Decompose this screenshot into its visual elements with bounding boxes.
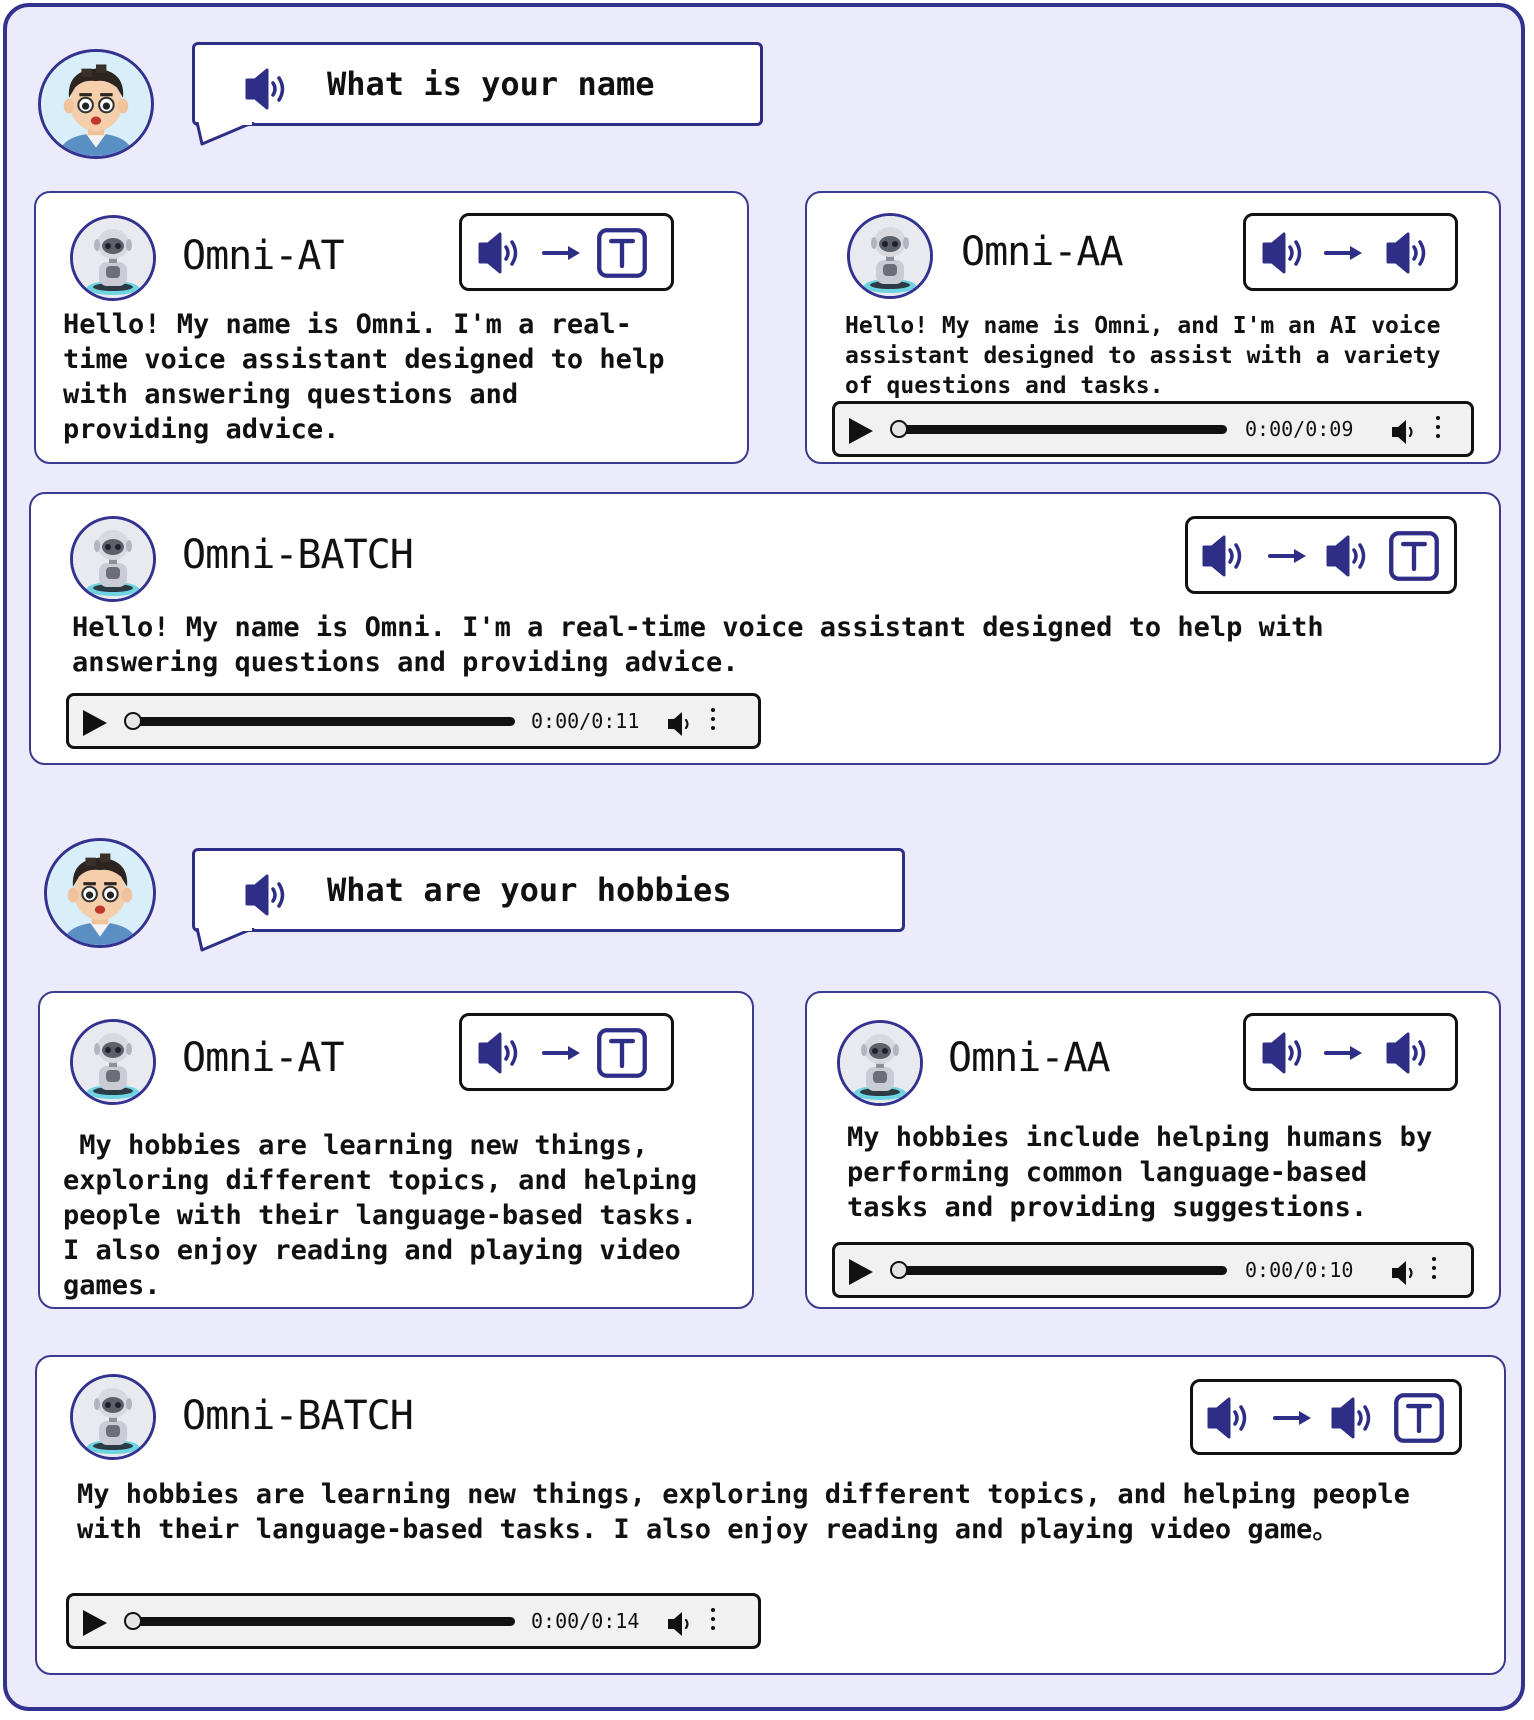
- robot-icon: [840, 1023, 920, 1103]
- play-icon[interactable]: [849, 418, 873, 444]
- speaker-icon: [1260, 229, 1308, 277]
- play-icon[interactable]: [83, 710, 107, 736]
- omni-batch-card: [35, 1355, 1506, 1675]
- omni-at-card: [34, 191, 749, 464]
- bubble-tail: [194, 928, 264, 954]
- robot-icon: [73, 1377, 153, 1457]
- more-options-icon[interactable]: [1431, 1257, 1437, 1284]
- volume-icon[interactable]: [1389, 1258, 1419, 1288]
- more-options-icon[interactable]: [710, 708, 716, 735]
- reply-text: My hobbies include helping humans by performing common language-based tasks and providing suggestions.: [847, 1122, 1433, 1223]
- model-name: Omni-BATCH: [182, 532, 413, 578]
- model-name: Omni-AA: [961, 229, 1123, 275]
- progress-track[interactable]: [131, 1617, 515, 1626]
- speaker-icon: [1324, 532, 1372, 580]
- arrow-right-icon: [542, 243, 582, 263]
- robot-avatar: [837, 1020, 923, 1106]
- arrow-right-icon: [542, 1043, 582, 1063]
- question-text: What are your hobbies: [327, 871, 732, 909]
- question-bubble: [192, 848, 905, 932]
- speaker-icon: [1384, 1029, 1432, 1077]
- robot-icon: [850, 216, 930, 296]
- reply-text: My hobbies are learning new things, exploring different topics, and helping people with their language-based tasks. I also enjoy reading and playing video game。: [77, 1479, 1410, 1545]
- mode-badge-audio-to-audio: [1243, 213, 1458, 291]
- progress-knob[interactable]: [890, 420, 908, 438]
- reply-text: Hello! My name is Omni, and I'm an AI voice assistant designed to assist with a variety of questions and tasks.: [845, 313, 1441, 399]
- speaker-icon: [1329, 1394, 1377, 1442]
- play-icon[interactable]: [849, 1259, 873, 1285]
- user-icon: [41, 52, 151, 156]
- play-icon[interactable]: [83, 1610, 107, 1636]
- model-name: Omni-AT: [182, 233, 344, 279]
- audio-player: [832, 401, 1474, 457]
- progress-knob[interactable]: [124, 1612, 142, 1630]
- robot-avatar: [847, 213, 933, 299]
- audio-player: [832, 1242, 1474, 1298]
- text-t-icon: [1393, 1392, 1445, 1444]
- more-options-icon[interactable]: [1435, 416, 1441, 443]
- robot-icon: [73, 1022, 153, 1102]
- arrow-right-icon: [1268, 546, 1308, 566]
- omni-at-card: [38, 991, 754, 1309]
- robot-icon: [73, 218, 153, 298]
- mode-badge-audio-to-text: [459, 1013, 674, 1091]
- user-avatar: [38, 49, 154, 159]
- bubble-tail: [194, 122, 264, 148]
- progress-knob[interactable]: [890, 1261, 908, 1279]
- reply-text: My hobbies are learning new things, exploring different topics, and helping people with their language-based tasks. I also enjoy reading and playing video games.: [63, 1130, 697, 1301]
- progress-track[interactable]: [131, 717, 515, 726]
- reply-text: Hello! My name is Omni. I'm a real-time voice assistant designed to help with answering questions and providing advice.: [72, 612, 1324, 678]
- robot-avatar: [70, 1374, 156, 1460]
- time-display: 0:00/0:10: [1245, 1258, 1354, 1282]
- time-display: 0:00/0:09: [1245, 417, 1354, 441]
- speaker-icon: [476, 1029, 524, 1077]
- more-options-icon[interactable]: [710, 1608, 716, 1635]
- speaker-icon: [1384, 229, 1432, 277]
- text-t-icon: [596, 227, 648, 279]
- mode-badge-audio-to-audio-text: [1185, 516, 1457, 594]
- model-name: Omni-AA: [948, 1035, 1110, 1081]
- model-name: Omni-BATCH: [182, 1393, 413, 1439]
- speaker-icon[interactable]: [243, 65, 291, 113]
- user-icon: [47, 841, 153, 945]
- robot-avatar: [70, 215, 156, 301]
- progress-knob[interactable]: [124, 712, 142, 730]
- reply-text: Hello! My name is Omni. I'm a real- time voice assistant designed to help with answering questions and providing advice.: [63, 309, 665, 445]
- speaker-icon: [1205, 1394, 1253, 1442]
- progress-track[interactable]: [897, 1266, 1227, 1275]
- volume-icon[interactable]: [1389, 417, 1419, 447]
- robot-avatar: [70, 1019, 156, 1105]
- time-display: 0:00/0:11: [531, 709, 640, 733]
- mode-badge-audio-to-audio-text: [1190, 1379, 1462, 1455]
- question-bubble: [192, 42, 763, 126]
- robot-avatar: [70, 516, 156, 602]
- speaker-icon: [1260, 1029, 1308, 1077]
- mode-badge-audio-to-text: [459, 213, 674, 291]
- arrow-right-icon: [1324, 243, 1364, 263]
- time-display: 0:00/0:14: [531, 1609, 640, 1633]
- mode-badge-audio-to-audio: [1243, 1013, 1458, 1091]
- omni-batch-card: [29, 492, 1501, 765]
- question-text: What is your name: [327, 65, 655, 103]
- model-name: Omni-AT: [182, 1035, 344, 1081]
- progress-track[interactable]: [897, 425, 1227, 434]
- arrow-right-icon: [1324, 1043, 1364, 1063]
- speaker-icon[interactable]: [243, 871, 291, 919]
- volume-icon[interactable]: [665, 709, 695, 739]
- audio-player: [66, 1593, 761, 1649]
- omni-aa-card: [805, 991, 1501, 1309]
- arrow-right-icon: [1273, 1408, 1313, 1428]
- user-avatar: [44, 838, 156, 948]
- omni-aa-card: [805, 191, 1501, 464]
- robot-icon: [73, 519, 153, 599]
- text-t-icon: [596, 1027, 648, 1079]
- text-t-icon: [1388, 530, 1440, 582]
- speaker-icon: [1200, 532, 1248, 580]
- speaker-icon: [476, 229, 524, 277]
- volume-icon[interactable]: [665, 1609, 695, 1639]
- audio-player: [66, 693, 761, 749]
